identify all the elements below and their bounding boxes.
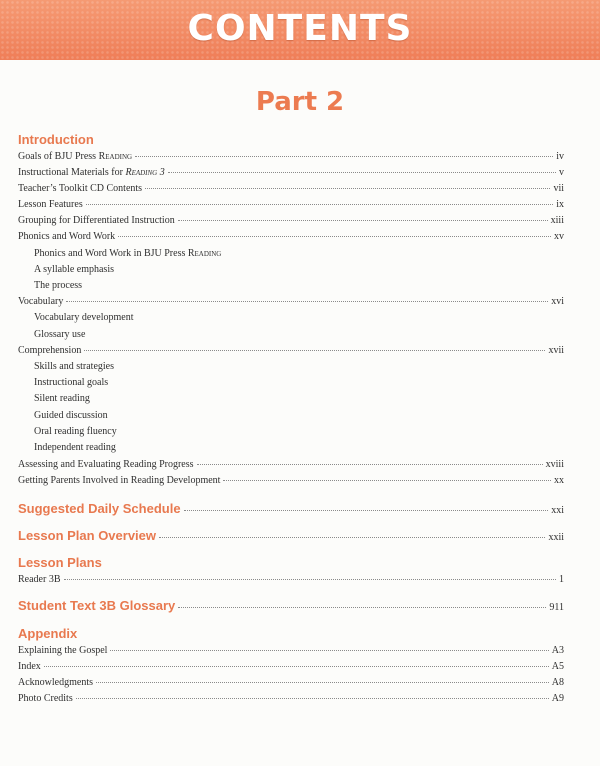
page-number: 911	[549, 602, 564, 613]
part-title: Part 2	[255, 87, 345, 117]
page-number: A5	[551, 661, 564, 672]
page-number: xviii	[545, 459, 564, 470]
dot-leader	[135, 156, 553, 157]
toc-subentry[interactable]: The process	[34, 280, 83, 291]
dot-leader	[178, 220, 548, 221]
toc-entry[interactable]: Assessing and Evaluating Reading Progress xviii	[18, 459, 564, 470]
dot-leader	[86, 204, 554, 205]
page-number: iv	[556, 151, 564, 162]
dot-leader	[44, 666, 549, 667]
section-student-text-glossary[interactable]: Student Text 3B Glossary 911	[18, 598, 564, 613]
toc-subentry[interactable]: Instructional goals	[34, 377, 109, 388]
section-lesson-plan-overview[interactable]: Lesson Plan Overview xxii	[18, 528, 564, 543]
dot-leader	[159, 537, 545, 538]
toc-entry[interactable]: Index A5	[18, 661, 564, 672]
dot-leader	[118, 236, 551, 237]
dot-leader	[96, 682, 549, 683]
section-suggested-daily-schedule[interactable]: Suggested Daily Schedule xxi	[18, 501, 564, 516]
toc-entry[interactable]: Comprehension xvii	[18, 345, 564, 356]
toc-entry[interactable]: Lesson Features ix	[18, 199, 564, 210]
page-number: A3	[551, 645, 564, 656]
dot-leader	[184, 510, 549, 511]
page-title: CONTENTS	[187, 8, 413, 49]
page-number: xvii	[548, 345, 564, 356]
section-heading-introduction: Introduction	[18, 132, 94, 147]
page-number: ix	[556, 199, 564, 210]
toc-subentry[interactable]: Silent reading	[34, 393, 90, 404]
toc-entry[interactable]: Vocabulary xvi	[18, 296, 564, 307]
toc-entry[interactable]: Goals of BJU Press Reading iv	[18, 151, 564, 162]
page-number: xiii	[550, 215, 564, 226]
section-heading-appendix: Appendix	[18, 626, 78, 641]
dot-leader	[84, 350, 545, 351]
page-number: A8	[551, 677, 564, 688]
dot-leader	[76, 698, 549, 699]
toc-entry[interactable]: Instructional Materials for Reading 3 v	[18, 167, 564, 178]
dot-leader	[178, 607, 546, 608]
dot-leader	[145, 188, 550, 189]
page-number: xxii	[548, 532, 564, 543]
toc-subentry[interactable]: Oral reading fluency	[34, 426, 117, 437]
toc-entry[interactable]: Explaining the Gospel A3	[18, 645, 564, 656]
contents-banner	[0, 0, 600, 60]
page-number: A9	[551, 693, 564, 704]
toc-entry[interactable]: Grouping for Differentiated Instruction xiii	[18, 215, 564, 226]
page-number: 1	[559, 574, 564, 585]
page-number: xxi	[551, 505, 564, 516]
dot-leader	[110, 650, 548, 651]
toc-subentry[interactable]: A syllable emphasis	[34, 264, 114, 275]
toc-entry[interactable]: Photo Credits A9	[18, 693, 564, 704]
page-number: xvi	[551, 296, 564, 307]
toc-subentry[interactable]: Glossary use	[34, 329, 86, 340]
section-heading-lesson-plans: Lesson Plans	[18, 555, 102, 570]
toc-subentry[interactable]: Vocabulary development	[34, 312, 134, 323]
toc-subentry[interactable]: Guided discussion	[34, 410, 108, 421]
toc-entry[interactable]: Phonics and Word Work xv	[18, 231, 564, 242]
page-number: xv	[554, 231, 564, 242]
dot-leader	[168, 172, 556, 173]
toc-entry[interactable]: Acknowledgments A8	[18, 677, 564, 688]
toc-entry[interactable]: Getting Parents Involved in Reading Development xx	[18, 475, 564, 486]
dot-leader	[64, 579, 557, 580]
dot-leader	[197, 464, 543, 465]
dot-leader	[66, 301, 548, 302]
toc-subentry[interactable]: Independent reading	[34, 442, 116, 453]
toc-subentry[interactable]: Phonics and Word Work in BJU Press Reading	[34, 248, 222, 259]
toc-entry[interactable]: Teacher’s Toolkit CD Contents vii	[18, 183, 564, 194]
toc-subentry[interactable]: Skills and strategies	[34, 361, 114, 372]
page-number: v	[559, 167, 564, 178]
page-number: vii	[553, 183, 564, 194]
page-number: xx	[554, 475, 564, 486]
dot-leader	[223, 480, 551, 481]
toc-entry[interactable]: Reader 3B 1	[18, 574, 564, 585]
